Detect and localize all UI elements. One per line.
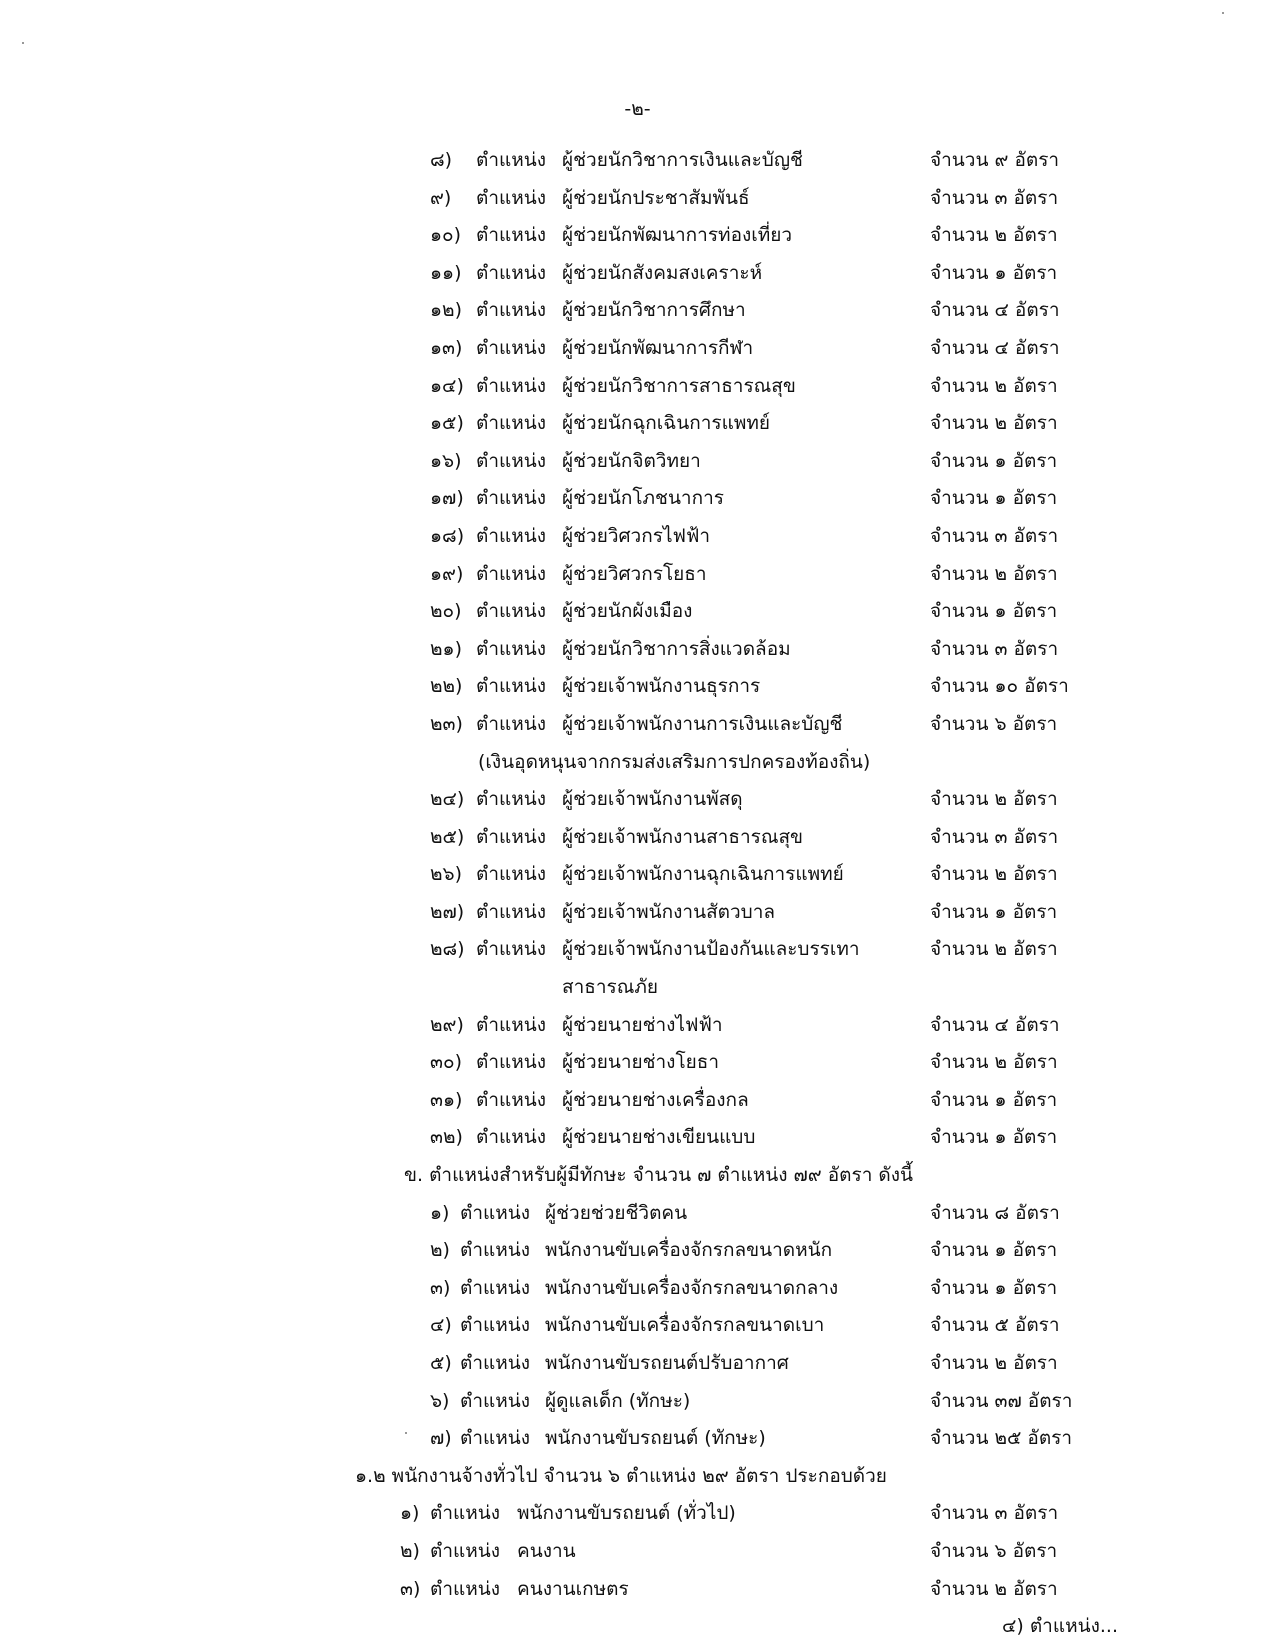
item-number: ๑๒) bbox=[430, 299, 462, 322]
position-quantity: จำนวน ๘ อัตรา bbox=[930, 1201, 1060, 1224]
position-quantity: จำนวน ๒ อัตรา bbox=[930, 562, 1058, 585]
position-quantity: จำนวน ๑ อัตรา bbox=[930, 600, 1058, 623]
list-item bbox=[0, 594, 1275, 632]
item-number: ๙) bbox=[430, 186, 452, 209]
position-quantity: จำนวน ๑ อัตรา bbox=[930, 449, 1058, 472]
position-quantity: จำนวน ๑ อัตรา bbox=[930, 1276, 1058, 1299]
item-number: ๑๔) bbox=[430, 374, 464, 397]
position-quantity: จำนวน ๓๗ อัตรา bbox=[930, 1389, 1073, 1412]
position-quantity: จำนวน ๙ อัตรา bbox=[930, 149, 1060, 171]
position-quantity: จำนวน ๔ อัตรา bbox=[930, 336, 1060, 359]
list-item bbox=[0, 1271, 1275, 1309]
list-item bbox=[0, 1008, 1275, 1046]
position-quantity: จำนวน ๔ อัตรา bbox=[930, 1013, 1060, 1036]
position-name: ผู้ช่วยช่วยชีวิตคน bbox=[545, 1201, 688, 1224]
list-item bbox=[0, 218, 1275, 256]
list-item bbox=[0, 1196, 1275, 1234]
item-label: ตำแหน่ง bbox=[476, 524, 547, 547]
list-item bbox=[0, 1120, 1275, 1158]
item-number: ๒๒) bbox=[430, 675, 463, 698]
item-label: ตำแหน่ง bbox=[460, 1352, 531, 1374]
list-item bbox=[0, 1496, 1275, 1534]
item-label: ตำแหน่ง bbox=[430, 1577, 501, 1600]
position-name: ผู้ช่วยเจ้าพนักงานสัตวบาล bbox=[562, 900, 776, 923]
item-label: ตำแหน่ง bbox=[476, 1013, 547, 1036]
list-item bbox=[0, 1534, 1275, 1572]
section-a-items bbox=[0, 143, 1275, 745]
item-label: ตำแหน่ง bbox=[460, 1427, 531, 1450]
list-item bbox=[0, 481, 1275, 519]
scan-speck bbox=[405, 1432, 407, 1434]
position-quantity: จำนวน ๒ อัตรา bbox=[930, 412, 1058, 435]
position-name: ผู้ช่วยนักวิชาการเงินและบัญชี bbox=[562, 149, 803, 171]
item-label: ตำแหน่ง bbox=[476, 712, 547, 735]
position-quantity: จำนวน ๔ อัตรา bbox=[930, 299, 1060, 322]
item-label: ตำแหน่ง bbox=[476, 149, 547, 171]
item-number: ๒๓) bbox=[430, 712, 463, 735]
list-item bbox=[0, 1083, 1275, 1121]
item-label: ตำแหน่ง bbox=[476, 600, 547, 623]
position-quantity: จำนวน ๖ อัตรา bbox=[930, 712, 1058, 735]
position-name: พนักงานขับรถยนต์ปรับอากาศ bbox=[545, 1352, 789, 1374]
item-number: ๓๐) bbox=[430, 1051, 462, 1074]
position-name: ผู้ช่วยนักสังคมสงเคราะห์ bbox=[562, 261, 763, 284]
position-name: พนักงานขับเครื่องจักรกลขนาดกลาง bbox=[545, 1276, 839, 1299]
position-name: ผู้ช่วยนักประชาสัมพันธ์ bbox=[562, 186, 750, 209]
section-12-heading-row bbox=[0, 1459, 1275, 1497]
position-name: ผู้ช่วยเจ้าพนักงานป้องกันและบรรเทา bbox=[562, 938, 860, 961]
item-28-cont-row bbox=[0, 970, 1275, 1008]
item-label: ตำแหน่ง bbox=[476, 336, 547, 359]
list-item bbox=[0, 1308, 1275, 1346]
position-name: พนักงานขับเครื่องจักรกลขนาดหนัก bbox=[545, 1239, 833, 1262]
list-item bbox=[0, 444, 1275, 482]
item-label: ตำแหน่ง bbox=[476, 224, 547, 247]
section-12-items bbox=[0, 1496, 1275, 1609]
position-quantity: จำนวน ๒ อัตรา bbox=[930, 863, 1058, 886]
item-label: ตำแหน่ง bbox=[430, 1502, 501, 1525]
position-name: ผู้ช่วยนักผังเมือง bbox=[562, 600, 693, 623]
position-quantity: จำนวน ๑ อัตรา bbox=[930, 1239, 1058, 1262]
position-quantity: จำนวน ๖ อัตรา bbox=[930, 1539, 1058, 1562]
item-label: ตำแหน่ง bbox=[460, 1201, 531, 1224]
position-name: พนักงานขับรถยนต์ (ทักษะ) bbox=[545, 1427, 766, 1450]
list-item bbox=[0, 181, 1275, 219]
item-number: ๒) bbox=[430, 1239, 450, 1262]
position-name: ผู้ช่วยนายช่างไฟฟ้า bbox=[562, 1013, 723, 1036]
item-number: ๒๑) bbox=[430, 637, 462, 660]
position-name: ผู้ช่วยวิศวกรไฟฟ้า bbox=[562, 524, 711, 547]
item-label: ตำแหน่ง bbox=[460, 1276, 531, 1299]
item-label: ตำแหน่ง bbox=[476, 186, 547, 209]
item-number: ๓๒) bbox=[430, 1126, 463, 1149]
item-number: ๑๘) bbox=[430, 524, 465, 547]
position-quantity: จำนวน ๒๕ อัตรา bbox=[930, 1427, 1073, 1450]
position-quantity: จำนวน ๒ อัตรา bbox=[930, 1352, 1058, 1374]
item-label: ตำแหน่ง bbox=[476, 1126, 547, 1149]
position-list bbox=[0, 143, 1275, 1609]
item-label: ตำแหน่ง bbox=[476, 1051, 547, 1074]
position-name: ผู้ช่วยนักวิชาการสิ่งแวดล้อม bbox=[562, 637, 791, 660]
position-name: ผู้ช่วยนักวิชาการสาธารณสุข bbox=[562, 374, 796, 397]
item-label: ตำแหน่ง bbox=[476, 449, 547, 472]
position-name: ผู้ช่วยนักโภชนาการ bbox=[562, 487, 724, 510]
position-quantity: จำนวน ๒ อัตรา bbox=[930, 938, 1058, 961]
item-label: ตำแหน่ง bbox=[476, 299, 547, 322]
position-quantity: จำนวน ๑๐ อัตรา bbox=[930, 675, 1069, 698]
item-label: ตำแหน่ง bbox=[476, 675, 547, 698]
item-23-note-row bbox=[0, 745, 1275, 783]
item-number: ๑๑) bbox=[430, 261, 462, 284]
position-quantity: จำนวน ๒ อัตรา bbox=[930, 224, 1058, 247]
item-label: ตำแหน่ง bbox=[476, 261, 547, 284]
position-name: ผู้ช่วยนักฉุกเฉินการแพทย์ bbox=[562, 412, 770, 435]
position-name: ผู้ช่วยนายช่างเครื่องกล bbox=[562, 1088, 749, 1111]
list-item bbox=[0, 1572, 1275, 1610]
section-a-items-2 bbox=[0, 782, 1275, 970]
list-item bbox=[0, 331, 1275, 369]
position-quantity: จำนวน ๑ อัตรา bbox=[930, 1126, 1058, 1149]
item-number: ๗) bbox=[430, 1427, 452, 1450]
item-label: ตำแหน่ง bbox=[476, 562, 547, 585]
position-name: ผู้ช่วยเจ้าพนักงานการเงินและบัญชี bbox=[562, 712, 843, 735]
list-item bbox=[0, 1346, 1275, 1384]
list-item bbox=[0, 932, 1275, 970]
item-label: ตำแหน่ง bbox=[460, 1239, 531, 1262]
item-label: ตำแหน่ง bbox=[476, 788, 547, 811]
position-quantity: จำนวน ๑ อัตรา bbox=[930, 261, 1058, 284]
position-name: ผู้ช่วยนายช่างโยธา bbox=[562, 1051, 720, 1074]
item-number: ๑๓) bbox=[430, 336, 463, 359]
item-number: ๘) bbox=[430, 149, 453, 171]
list-item bbox=[0, 707, 1275, 745]
section-b-heading-row bbox=[0, 1158, 1275, 1196]
item-number: ๑๕) bbox=[430, 412, 464, 435]
position-quantity: จำนวน ๑ อัตรา bbox=[930, 1088, 1058, 1111]
list-item bbox=[0, 782, 1275, 820]
item-label: ตำแหน่ง bbox=[460, 1314, 531, 1337]
item-number: ๖) bbox=[430, 1389, 450, 1412]
item-23-note: (เงินอุดหนุนจากกรมส่งเสริมการปกครองท้องถิ่น) bbox=[478, 750, 871, 773]
item-number: ๓) bbox=[400, 1577, 421, 1600]
item-number: ๒๐) bbox=[430, 600, 462, 623]
position-name: ผู้ช่วยเจ้าพนักงานสาธารณสุข bbox=[562, 825, 804, 848]
item-number: ๒๙) bbox=[430, 1013, 464, 1036]
position-quantity: จำนวน ๑ อัตรา bbox=[930, 487, 1058, 510]
item-number: ๓) bbox=[430, 1276, 451, 1299]
position-name: ผู้ดูแลเด็ก (ทักษะ) bbox=[545, 1389, 691, 1412]
list-item bbox=[0, 1233, 1275, 1271]
item-label: ตำแหน่ง bbox=[476, 412, 547, 435]
item-number: ๔) bbox=[430, 1314, 452, 1337]
list-item bbox=[0, 519, 1275, 557]
scan-speck bbox=[22, 42, 24, 44]
list-item bbox=[0, 1421, 1275, 1459]
item-number: ๒) bbox=[400, 1539, 420, 1562]
section-b-items bbox=[0, 1196, 1275, 1459]
item-label: ตำแหน่ง bbox=[476, 825, 547, 848]
item-label: ตำแหน่ง bbox=[476, 637, 547, 660]
item-28-continuation: สาธารณภัย bbox=[562, 976, 659, 999]
position-name: ผู้ช่วยนักวิชาการศึกษา bbox=[562, 299, 746, 322]
position-quantity: จำนวน ๕ อัตรา bbox=[930, 1314, 1060, 1337]
position-name: คนงานเกษตร bbox=[517, 1577, 629, 1600]
item-number: ๒๕) bbox=[430, 825, 465, 848]
list-item bbox=[0, 293, 1275, 331]
position-name: ผู้ช่วยนักพัฒนาการกีฬา bbox=[562, 336, 754, 359]
list-item bbox=[0, 632, 1275, 670]
list-item bbox=[0, 406, 1275, 444]
item-label: ตำแหน่ง bbox=[476, 900, 547, 923]
item-number: ๑) bbox=[400, 1502, 420, 1525]
position-name: คนงาน bbox=[517, 1539, 576, 1562]
position-quantity: จำนวน ๓ อัตรา bbox=[930, 524, 1059, 547]
item-number: ๑๐) bbox=[430, 224, 462, 247]
item-number: ๓๑) bbox=[430, 1088, 463, 1111]
position-quantity: จำนวน ๓ อัตรา bbox=[930, 825, 1059, 848]
position-quantity: จำนวน ๑ อัตรา bbox=[930, 900, 1058, 923]
position-quantity: จำนวน ๒ อัตรา bbox=[930, 374, 1058, 397]
item-number: ๒๖) bbox=[430, 863, 462, 886]
position-name: ผู้ช่วยเจ้าพนักงานพัสดุ bbox=[562, 788, 743, 811]
list-item bbox=[0, 143, 1275, 181]
position-quantity: จำนวน ๒ อัตรา bbox=[930, 1051, 1058, 1074]
position-name: ผู้ช่วยนักพัฒนาการท่องเที่ยว bbox=[562, 224, 793, 247]
position-quantity: จำนวน ๓ อัตรา bbox=[930, 186, 1059, 209]
list-item bbox=[0, 1384, 1275, 1422]
item-number: ๕) bbox=[430, 1352, 452, 1374]
item-number: ๒๔) bbox=[430, 788, 465, 811]
page-number: -๒- bbox=[624, 98, 651, 120]
position-quantity: จำนวน ๒ อัตรา bbox=[930, 788, 1058, 811]
position-name: ผู้ช่วยวิศวกรโยธา bbox=[562, 562, 707, 585]
position-name: พนักงานขับรถยนต์ (ทั่วไป) bbox=[517, 1502, 736, 1525]
position-name: ผู้ช่วยนายช่างเขียนแบบ bbox=[562, 1126, 756, 1149]
list-item bbox=[0, 256, 1275, 294]
position-quantity: จำนวน ๓ อัตรา bbox=[930, 637, 1059, 660]
list-item bbox=[0, 857, 1275, 895]
item-number: ๑๗) bbox=[430, 487, 464, 510]
item-label: ตำแหน่ง bbox=[476, 938, 547, 961]
page-continuation: ๔) ตำแหน่ง... bbox=[1002, 1615, 1118, 1637]
position-name: ผู้ช่วยเจ้าพนักงานธุรการ bbox=[562, 675, 761, 698]
list-item bbox=[0, 1045, 1275, 1083]
position-quantity: จำนวน ๓ อัตรา bbox=[930, 1502, 1059, 1525]
item-number: ๑) bbox=[430, 1201, 450, 1224]
item-label: ตำแหน่ง bbox=[476, 863, 547, 886]
item-label: ตำแหน่ง bbox=[476, 1088, 547, 1111]
item-number: ๑๖) bbox=[430, 449, 462, 472]
position-name: ผู้ช่วยนักจิตวิทยา bbox=[562, 449, 701, 472]
item-label: ตำแหน่ง bbox=[476, 374, 547, 397]
item-label: ตำแหน่ง bbox=[476, 487, 547, 510]
item-label: ตำแหน่ง bbox=[460, 1389, 531, 1412]
item-number: ๒๘) bbox=[430, 938, 465, 961]
position-quantity: จำนวน ๒ อัตรา bbox=[930, 1577, 1058, 1600]
list-item bbox=[0, 669, 1275, 707]
position-name: พนักงานขับเครื่องจักรกลขนาดเบา bbox=[545, 1314, 825, 1337]
section-12-heading: ๑.๒ พนักงานจ้างทั่วไป จำนวน ๖ ตำแหน่ง ๒๙ อัตรา ประกอบด้วย bbox=[355, 1464, 887, 1487]
scan-speck bbox=[1222, 12, 1224, 14]
item-number: ๒๗) bbox=[430, 900, 465, 923]
item-number: ๑๙) bbox=[430, 562, 464, 585]
list-item bbox=[0, 895, 1275, 933]
section-b-heading: ข. ตำแหน่งสำหรับผู้มีทักษะ จำนวน ๗ ตำแหน่ง ๗๙ อัตรา ดังนี้ bbox=[404, 1164, 914, 1187]
section-a-items-3 bbox=[0, 1008, 1275, 1158]
position-name: ผู้ช่วยเจ้าพนักงานฉุกเฉินการแพทย์ bbox=[562, 863, 844, 886]
list-item bbox=[0, 369, 1275, 407]
item-label: ตำแหน่ง bbox=[430, 1539, 501, 1562]
list-item bbox=[0, 820, 1275, 858]
list-item bbox=[0, 557, 1275, 595]
